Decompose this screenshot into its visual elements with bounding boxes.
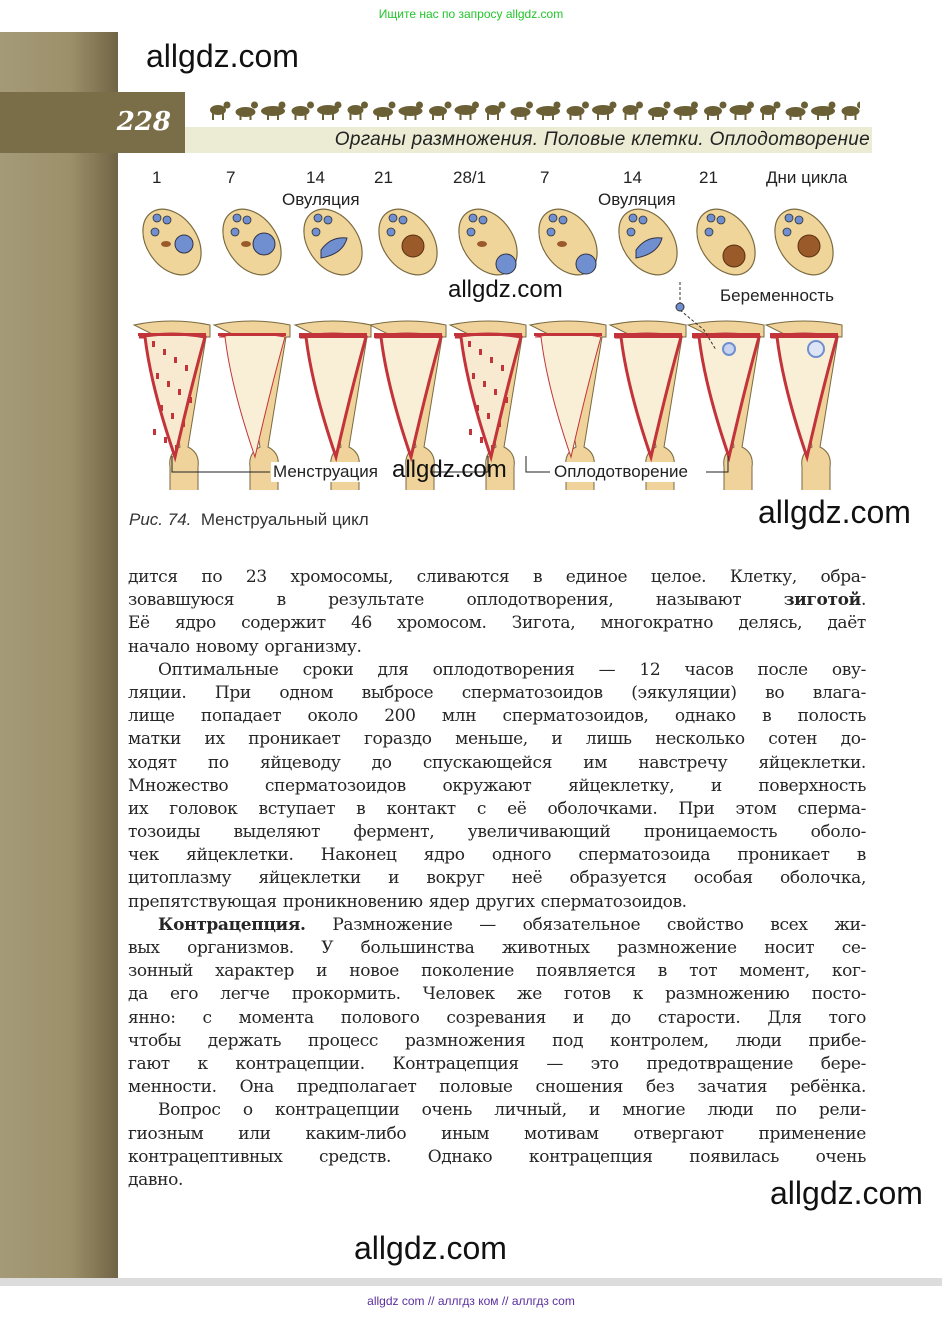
ovary <box>763 198 845 286</box>
ovary <box>685 198 767 286</box>
menstruation-label: Менструация <box>273 462 378 481</box>
text-segment: цитоплазму яйцеклетки и вокруг неё образуется особая оболочка, <box>128 868 866 889</box>
text-segment: тозоиды выделяют фермент, увеличивающий проницаемость оболо- <box>128 822 866 843</box>
footer-links: allgdz com // аллгдз ком // аллгдз com <box>367 1294 575 1308</box>
watermark: allgdz.com <box>354 1230 507 1266</box>
animal-silhouette <box>704 102 727 121</box>
day-label: 21 <box>699 168 718 187</box>
text-line <box>128 798 866 821</box>
watermark: allgdz.com <box>758 494 911 530</box>
body-text <box>128 566 866 1192</box>
text-line <box>128 682 866 705</box>
text-line <box>128 636 866 659</box>
running-header-band <box>185 127 872 153</box>
animal-silhouette <box>760 102 781 121</box>
text-line <box>128 1007 866 1030</box>
animal-silhouette <box>674 102 699 121</box>
day-label: 14 <box>306 168 325 187</box>
text-segment: чтобы держать процесс размножения под контролем, люди прибе- <box>128 1030 866 1051</box>
text-line <box>128 914 866 937</box>
text-line <box>128 1030 866 1053</box>
text-line <box>128 891 866 914</box>
text-segment: препятствующая проникновению ядер других сперматозоидов. <box>128 891 687 912</box>
animal-silhouette <box>373 102 396 121</box>
text-line <box>128 589 866 612</box>
animal-silhouettes-icon <box>200 96 860 122</box>
animal-silhouette <box>317 102 342 121</box>
text-segment: начало новому организму. <box>128 636 362 657</box>
text-line <box>128 612 866 635</box>
text-line <box>128 752 866 775</box>
animal-silhouette <box>485 102 506 121</box>
running-header: Органы размножения. Половые клетки. Оплодотворение <box>334 129 870 150</box>
page-bottom-edge <box>0 1278 942 1286</box>
day-label: 1 <box>152 168 162 187</box>
text-line <box>128 1169 866 1192</box>
watermark: allgdz.com <box>770 1175 923 1211</box>
text-segment: Размножение — обязательное свойство всех жи- <box>305 914 866 935</box>
animal-silhouette <box>236 102 259 121</box>
text-line <box>128 821 866 844</box>
text-segment: . <box>860 590 866 611</box>
text-segment: вых организмов. У большинства животных размножение носит се- <box>128 938 866 958</box>
animal-silhouette <box>786 102 809 121</box>
ovary <box>211 198 293 286</box>
text-segment: матки их проникает гораздо меньше, и лишь несколько сотен до- <box>128 729 866 750</box>
page-number: 228 <box>116 107 171 137</box>
animal-silhouette <box>648 102 671 121</box>
ovulation-label: Овуляция <box>598 190 676 209</box>
animal-silhouette <box>261 102 286 121</box>
ovary <box>527 198 609 286</box>
text-segment: ляции. При одном выбросе сперматозоидов (эякуляции) во влага- <box>128 682 866 703</box>
days-caption: Дни цикла <box>766 168 848 187</box>
bold-term: зиготой <box>783 590 861 611</box>
animal-silhouette <box>623 102 644 121</box>
text-segment: янно: с момента полового созревания и до старости. Для того <box>128 1007 866 1028</box>
watermark: allgdz.com <box>392 456 507 483</box>
text-segment: да его легче прокормить. Человек же готов к размножению посто- <box>128 984 866 1005</box>
day-label: 28/1 <box>453 168 487 187</box>
animal-silhouette <box>567 102 590 121</box>
text-segment: зонный характер и новое поколение появляется в тот момент, ког- <box>128 961 866 982</box>
figure-menstrual-cycle <box>130 160 870 490</box>
text-segment: чек яйцеклетки. Наконец ядро одного сперматозоида проникает в <box>128 845 866 866</box>
day-label: 14 <box>623 168 642 187</box>
animal-silhouette <box>429 102 452 121</box>
animal-silhouette <box>210 102 231 121</box>
uterus <box>766 321 842 490</box>
text-segment: Вопрос о контрацепции очень личный, и многие люди по рели- <box>158 1100 866 1121</box>
text-segment: Множество сперматозоидов окружают яйцеклетку, и поверхность <box>128 775 866 796</box>
text-line <box>128 1123 866 1146</box>
text-line <box>128 983 866 1006</box>
animal-silhouette <box>592 102 617 121</box>
ovary <box>131 198 213 286</box>
text-segment: их головок вступает в контакт с её оболочками. При этом сперма- <box>128 798 866 819</box>
bold-term: Контрацепция. <box>158 914 306 935</box>
book-spine <box>0 32 118 1280</box>
ovary <box>367 198 449 286</box>
text-segment: дится по 23 хромосомы, сливаются в единое целое. Клетку, обра- <box>128 567 866 587</box>
text-segment: гают к контрацепции. Контрацепция — это предотвращение бере- <box>128 1053 866 1074</box>
animal-silhouette <box>348 102 369 121</box>
text-segment: лище попадает около 200 млн сперматозоидов, однако в полость <box>128 706 866 727</box>
text-segment: Её ядро содержит 46 хромосом. Зигота, многократно делясь, даёт <box>128 613 866 634</box>
text-line <box>128 728 866 751</box>
text-line <box>128 1053 866 1076</box>
uterus <box>688 321 764 490</box>
search-hint: Ищите нас по запросу allgdz.com <box>378 7 564 21</box>
text-segment: гиозным или каким-либо иным мотивам отвергают применение <box>128 1123 866 1144</box>
watermark: allgdz.com <box>146 38 299 74</box>
text-segment: давно. <box>128 1169 184 1190</box>
day-label: 7 <box>540 168 550 187</box>
fertilized-egg-icon <box>676 303 684 311</box>
day-label: 7 <box>226 168 236 187</box>
animal-silhouette <box>730 102 755 121</box>
text-segment: менности. Она предполагает половые сношения без зачатия ребёнка. <box>128 1077 866 1098</box>
text-line <box>128 1099 866 1122</box>
day-label: 21 <box>374 168 393 187</box>
ovary <box>292 198 374 286</box>
ovary <box>607 198 689 286</box>
animal-silhouette <box>536 102 561 121</box>
text-line <box>128 566 866 589</box>
text-line <box>128 1076 866 1099</box>
text-line <box>128 867 866 890</box>
text-line <box>128 775 866 798</box>
page-number-box <box>0 92 185 153</box>
animal-silhouette <box>511 102 534 121</box>
animal-silhouette <box>455 102 480 121</box>
text-line <box>128 659 866 682</box>
pregnancy-label: Беременность <box>720 286 835 305</box>
figure-title: Менструальный цикл <box>200 510 369 529</box>
menstrual-cycle-diagram <box>130 160 870 490</box>
text-segment: ходят по яйцеводу до спускающейся им навстречу яйцеклетки. <box>128 752 866 773</box>
fertilization-label: Оплодотворение <box>554 462 688 481</box>
ovary <box>447 198 529 286</box>
text-line <box>128 960 866 983</box>
text-line <box>128 1146 866 1169</box>
text-segment: Оптимальные сроки для оплодотворения — 12 часов после ову- <box>158 659 866 680</box>
text-segment: контрацептивных средств. Однако контрацепция появилась очень <box>128 1146 866 1167</box>
text-segment: зовавшуюся в результате оплодотворения, называют <box>128 590 784 611</box>
ovulation-label: Овуляция <box>282 190 360 209</box>
text-line <box>128 705 866 728</box>
animal-silhouette <box>811 102 836 121</box>
text-line <box>128 937 866 960</box>
animal-silhouette <box>399 102 424 121</box>
watermark: allgdz.com <box>448 276 563 303</box>
animal-silhouette <box>842 102 861 121</box>
figure-number: Рис. 74. <box>129 510 192 529</box>
figure-caption <box>129 510 369 530</box>
text-line <box>128 844 866 867</box>
animal-silhouette <box>292 102 315 121</box>
